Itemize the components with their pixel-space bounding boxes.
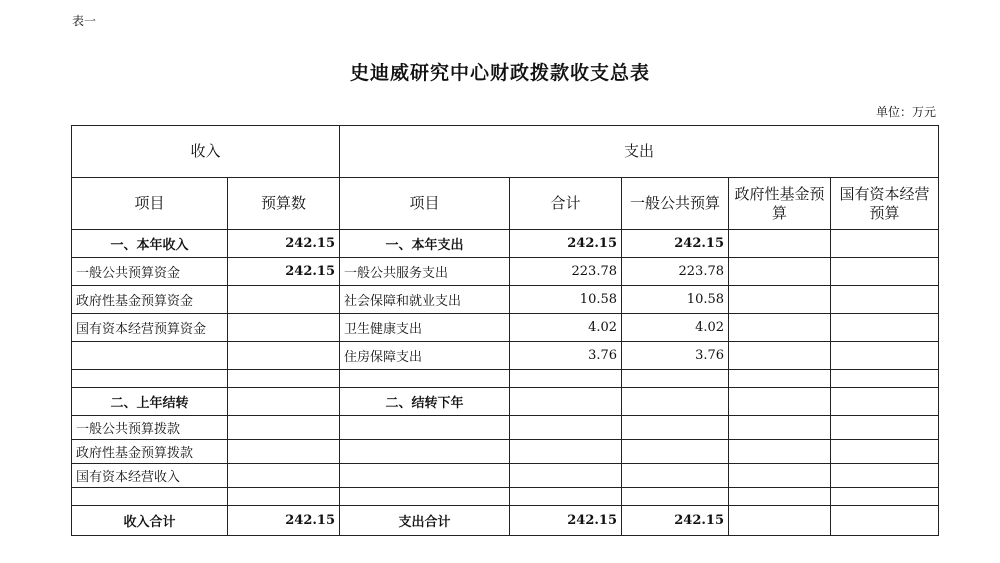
unit-label: 单位：万元 [875,105,936,119]
fund-budget-cell [729,314,831,342]
section-header-row [72,126,939,178]
income-budget-cell [228,464,340,488]
income-budget-cell [228,416,340,440]
table-row [72,416,939,440]
income-budget-cell: 242.15 [228,506,340,536]
fund-budget-cell [729,464,831,488]
table-row [72,258,939,286]
column-header-row [72,178,939,230]
income-budget-cell [228,488,340,506]
income-item-cell [72,370,228,388]
fund-budget-cell [729,370,831,388]
col-header-expense-item: 项目 [340,178,510,230]
general-budget-cell: 10.58 [622,286,729,314]
fund-budget-cell [729,230,831,258]
income-budget-cell [228,388,340,416]
expense-total-cell: 242.15 [510,230,622,258]
income-item-cell: 一、本年收入 [72,230,228,258]
col-header-general-budget: 一般公共预算 [622,178,729,230]
fund-budget-cell [729,440,831,464]
fund-budget-cell [729,488,831,506]
table-row [72,230,939,258]
income-section-header: 收入 [72,126,340,178]
expense-total-cell: 4.02 [510,314,622,342]
income-budget-cell: 242.15 [228,230,340,258]
general-budget-cell: 242.15 [622,506,729,536]
state-capital-budget-cell [831,464,939,488]
expense-total-cell: 10.58 [510,286,622,314]
expense-total-cell [510,440,622,464]
income-item-cell [72,342,228,370]
expense-item-cell [340,416,510,440]
expense-item-cell [340,488,510,506]
expense-total-cell [510,370,622,388]
income-budget-cell [228,440,340,464]
expense-total-cell [510,464,622,488]
income-item-cell: 二、上年结转 [72,388,228,416]
income-item-cell: 国有资本经营预算资金 [72,314,228,342]
budget-summary-table [71,125,939,536]
general-budget-cell [622,464,729,488]
fund-budget-cell [729,258,831,286]
table-row [72,342,939,370]
state-capital-budget-cell [831,258,939,286]
table-row [72,370,939,388]
state-capital-budget-cell [831,342,939,370]
general-budget-cell: 223.78 [622,258,729,286]
expense-item-cell: 二、结转下年 [340,388,510,416]
general-budget-cell [622,440,729,464]
table-row [72,314,939,342]
expense-total-cell [510,488,622,506]
state-capital-budget-cell [831,286,939,314]
page-title: 史迪威研究中心财政拨款收支总表 [349,62,650,84]
income-item-cell [72,488,228,506]
expense-total-cell: 3.76 [510,342,622,370]
col-header-income-item: 项目 [72,178,228,230]
general-budget-cell: 3.76 [622,342,729,370]
income-budget-cell [228,342,340,370]
expense-item-cell: 一般公共服务支出 [340,258,510,286]
expense-item-cell [340,464,510,488]
state-capital-budget-cell [831,230,939,258]
fund-budget-cell [729,388,831,416]
table-row [72,506,939,536]
fund-budget-cell [729,286,831,314]
fund-budget-cell [729,342,831,370]
expense-item-cell [340,370,510,388]
general-budget-cell [622,388,729,416]
state-capital-budget-cell [831,416,939,440]
table-row [72,488,939,506]
state-capital-budget-cell [831,488,939,506]
col-header-income-budget: 预算数 [228,178,340,230]
col-header-fund-budget: 政府性基金预算 [729,178,831,230]
table-row [72,388,939,416]
income-item-cell: 政府性基金预算资金 [72,286,228,314]
table-number-label: 表一 [72,14,97,28]
income-budget-cell: 242.15 [228,258,340,286]
income-budget-cell [228,286,340,314]
state-capital-budget-cell [831,440,939,464]
expense-total-cell: 223.78 [510,258,622,286]
fund-budget-cell [729,506,831,536]
expense-total-cell: 242.15 [510,506,622,536]
general-budget-cell [622,488,729,506]
expense-total-cell [510,416,622,440]
expense-item-cell: 一、本年支出 [340,230,510,258]
income-budget-cell [228,314,340,342]
general-budget-cell [622,370,729,388]
expense-total-cell [510,388,622,416]
income-item-cell: 国有资本经营收入 [72,464,228,488]
expense-item-cell: 住房保障支出 [340,342,510,370]
expense-item-cell [340,440,510,464]
income-item-cell: 收入合计 [72,506,228,536]
state-capital-budget-cell [831,388,939,416]
expense-item-cell: 卫生健康支出 [340,314,510,342]
general-budget-cell [622,416,729,440]
income-item-cell: 政府性基金预算拨款 [72,440,228,464]
expense-item-cell: 支出合计 [340,506,510,536]
expense-section-header: 支出 [340,126,939,178]
table-row [72,440,939,464]
income-item-cell: 一般公共预算资金 [72,258,228,286]
income-item-cell: 一般公共预算拨款 [72,416,228,440]
general-budget-cell: 4.02 [622,314,729,342]
col-header-total: 合计 [510,178,622,230]
state-capital-budget-cell [831,370,939,388]
table-row [72,286,939,314]
table-row [72,464,939,488]
state-capital-budget-cell [831,506,939,536]
col-header-state-capital-budget: 国有资本经营预算 [831,178,939,230]
expense-item-cell: 社会保障和就业支出 [340,286,510,314]
general-budget-cell: 242.15 [622,230,729,258]
state-capital-budget-cell [831,314,939,342]
income-budget-cell [228,370,340,388]
fund-budget-cell [729,416,831,440]
